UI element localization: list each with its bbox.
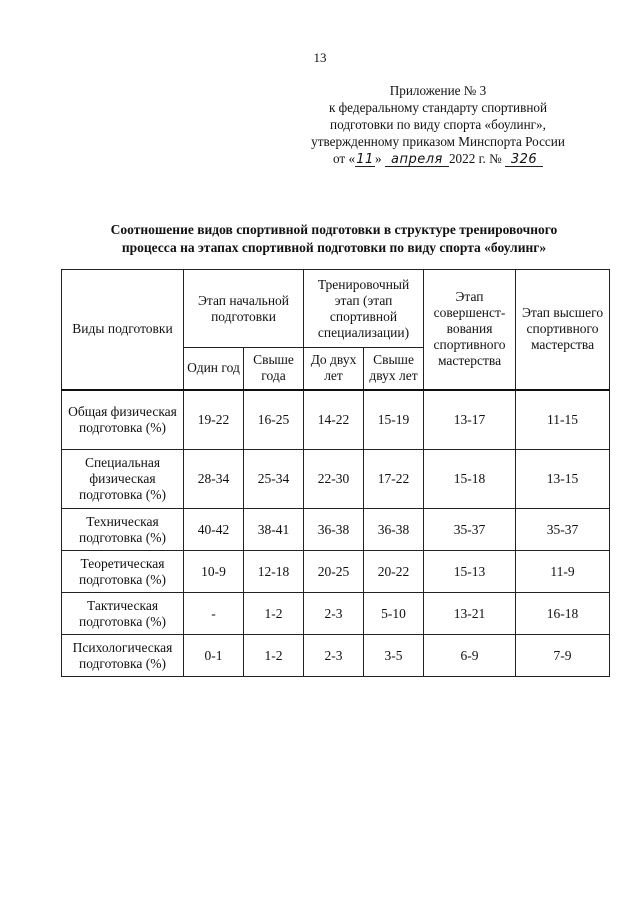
table-row [62, 635, 610, 677]
table-cell: 2-3 [304, 635, 364, 677]
table-cell: 22-30 [304, 450, 364, 509]
header-types: Виды подготовки [62, 270, 184, 390]
table-cell: 11-9 [516, 551, 610, 593]
date-month-handwritten: апреля [385, 153, 449, 167]
table-cell: 16-25 [244, 390, 304, 450]
row-label: Тактическая подготовка (%) [62, 593, 184, 635]
table-cell: 35-37 [424, 509, 516, 551]
table-cell: 36-38 [364, 509, 424, 551]
table-body [62, 390, 610, 677]
date-mid: » [375, 151, 382, 166]
table-row [62, 450, 610, 509]
subheader-training-upto-two: До двух лет [304, 348, 364, 390]
table-row [62, 509, 610, 551]
header-stage-initial: Этап начальной подготовки [184, 270, 304, 348]
table-cell: 15-18 [424, 450, 516, 509]
table-cell: 11-15 [516, 390, 610, 450]
row-label: Специальная физическая подготовка (%) [62, 450, 184, 509]
title-line-1: Соотношение видов спортивной подготовки в структуре тренировочного [110, 222, 558, 237]
table-cell: 12-18 [244, 551, 304, 593]
table-cell: 3-5 [364, 635, 424, 677]
date-prefix: от « [332, 151, 356, 166]
header-stage-improvement: Этап совершенст-вования спортивного мастерства [424, 270, 516, 390]
table-cell: 36-38 [304, 509, 364, 551]
table-cell: 13-15 [516, 450, 610, 509]
table-cell: - [184, 593, 244, 635]
title-line-2: процесса на этапах спортивной подготовки по виду спорта «боулинг» [121, 240, 547, 255]
table-cell: 15-19 [364, 390, 424, 450]
table-cell: 35-37 [516, 509, 610, 551]
table-cell: 17-22 [364, 450, 424, 509]
table-cell: 16-18 [516, 593, 610, 635]
table-row [62, 593, 610, 635]
row-label: Общая физическая подготовка (%) [62, 390, 184, 450]
row-label: Техническая подготовка (%) [62, 509, 184, 551]
table-cell: 6-9 [424, 635, 516, 677]
table-cell: 13-21 [424, 593, 516, 635]
table-cell: 7-9 [516, 635, 610, 677]
table-cell: 25-34 [244, 450, 304, 509]
annex-header [288, 82, 588, 167]
table-cell: 38-41 [244, 509, 304, 551]
subheader-training-over-two: Свыше двух лет [364, 348, 424, 390]
table-cell: 40-42 [184, 509, 244, 551]
annex-line-standard: к федеральному стандарту спортивной [328, 100, 548, 115]
table-cell: 14-22 [304, 390, 364, 450]
date-year: 2022 г. № [448, 151, 502, 166]
order-number-handwritten: 326 [505, 153, 543, 167]
training-ratio-table [61, 269, 610, 677]
table-cell: 1-2 [244, 635, 304, 677]
row-label: Психологическая подготовка (%) [62, 635, 184, 677]
table-cell: 28-34 [184, 450, 244, 509]
table-row [62, 390, 610, 450]
subheader-initial-over-year: Свыше года [244, 348, 304, 390]
table-cell: 20-22 [364, 551, 424, 593]
table-row [62, 551, 610, 593]
table-cell: 0-1 [184, 635, 244, 677]
table-cell: 20-25 [304, 551, 364, 593]
table-header-row [62, 270, 610, 348]
annex-line-sport: подготовки по виду спорта «боулинг», [330, 117, 546, 132]
table-cell: 2-3 [304, 593, 364, 635]
date-day-handwritten: 11 [356, 152, 374, 167]
annex-date-line [288, 150, 588, 167]
header-stage-higher: Этап высшего спортивного мастерства [516, 270, 610, 390]
page-number: 13 [313, 50, 327, 65]
table-cell: 10-9 [184, 551, 244, 593]
header-stage-training: Тренировочный этап (этап спортивной специализации) [304, 270, 424, 348]
annex-title: Приложение № 3 [389, 83, 487, 98]
row-label: Теоретическая подготовка (%) [62, 551, 184, 593]
table-cell: 19-22 [184, 390, 244, 450]
table-cell: 5-10 [364, 593, 424, 635]
subheader-initial-one-year: Один год [184, 348, 244, 390]
table-cell: 13-17 [424, 390, 516, 450]
table-cell: 15-13 [424, 551, 516, 593]
table-cell: 1-2 [244, 593, 304, 635]
document-title [60, 221, 608, 257]
annex-line-order: утвержденному приказом Минспорта России [311, 134, 565, 149]
